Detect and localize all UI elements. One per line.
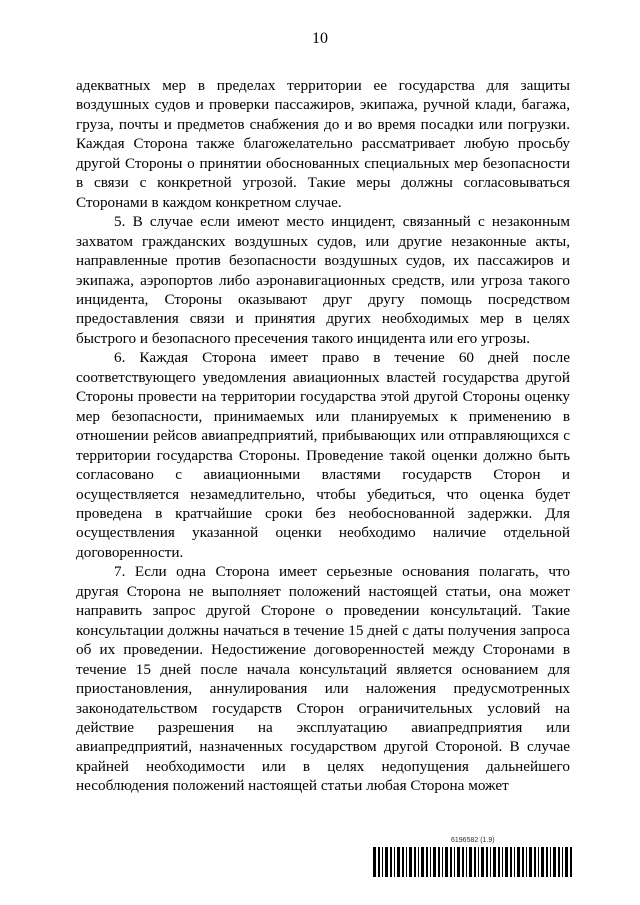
paragraph-5: 5. В случае если имеют место инцидент, связанный с незаконным захватом гражданских воздушных судов, или другие незаконные акты, направленные против безопасности воздушных судов, их пассажиров и экипажа, аэропортов либо аэронавигационных средств, или угроза такого инцидента, Стороны оказывают друг другу помощь посредством предоставления связи и принятия других необходимых мер в целях быстрого и безопасного пресечения такого инцидента или его угрозы. — [76, 213, 570, 347]
barcode-icon — [373, 847, 573, 877]
paragraph-7: 7. Если одна Сторона имеет серьезные основания полагать, что другая Сторона не выполняет положений настоящей статьи, она может направить запрос другой Стороне о проведении консультаций. Такие консультации должны начаться в течение 15 дней с даты получения запроса об их проведении. Недостижение договоренностей между Сторонами в течение 15 дней после начала консультаций является основанием для приостановления, аннулирования или наложения предусмотренных законодательством государств Сторон ограничительных условий на действие разрешения на эксплуатацию авиапредприятия или авиапредприятий, назначенных государством другой Стороной. В случае крайней необходимости или в целях недопущения дальнейшего несоблюдения положений настоящей статьи любая Сторона может — [76, 563, 570, 795]
paragraph-continuation: адекватных мер в пределах территории ее государства для защиты воздушных судов и проверки пассажиров, экипажа, ручной клади, багажа, груза, почты и предметов снабжения до и во время посадки или погрузки. Каждая Сторона также благожелательно рассматривает любую просьбу другой Стороны о принятии обоснованных специальных мер безопасности в связи с конкретной угрозой. Такие меры должны согласовываться Сторонами в каждом конкретном случае. — [76, 77, 570, 211]
paragraph-6: 6. Каждая Сторона имеет право в течение 60 дней после соответствующего уведомления авиационных властей государства другой Стороны провести на территории государства этой другой Стороны оценку мер безопасности, принимаемых или планируемых к применению в отношении рейсов авиапредприятий, прибывающих или отправляющихся с территории государства Стороны. Проведение такой оценки должно быть согласовано с авиационными властями государств Сторон и осуществляется незамедлительно, чтобы убедиться, что оценка будет проведена в кратчайшие сроки без необоснованной задержки. Для осуществления указанной оценки необходимо наличие отдельной договоренности. — [76, 349, 570, 561]
page-number: 10 — [312, 30, 328, 47]
document-code: 6196582 (1.9) — [451, 837, 495, 844]
article-text — [76, 76, 570, 796]
